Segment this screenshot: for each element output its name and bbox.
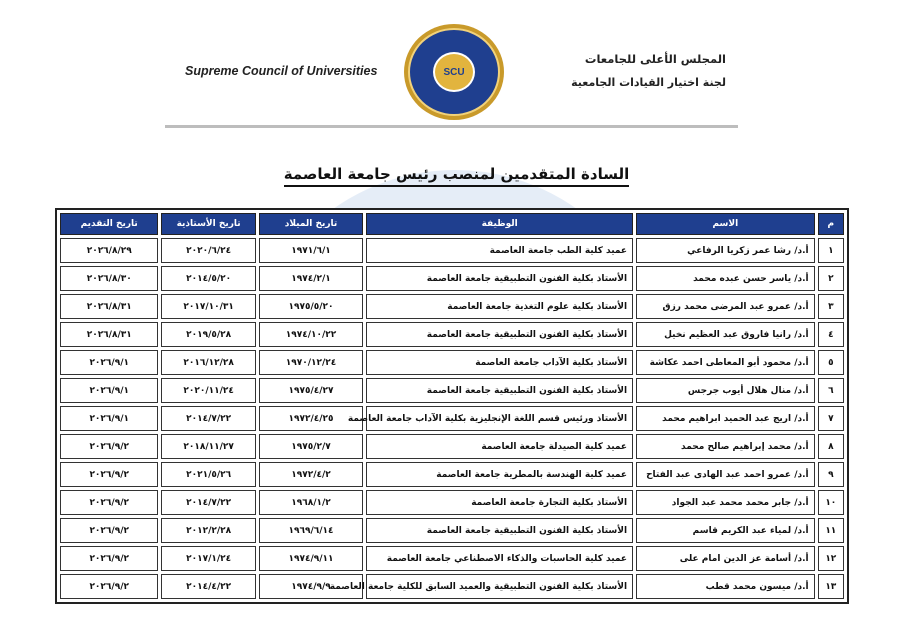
applicant-name: أ.د/ محمود أبو المعاطى احمد عكاشة <box>636 350 815 375</box>
table-row <box>60 574 844 599</box>
professorship-date: ٢٠١٤/٧/٢٢ <box>161 406 255 431</box>
applicant-name: أ.د/ ياسر حسن عبده محمد <box>636 266 815 291</box>
birth-date: ١٩٧٥/٤/٢٧ <box>259 378 363 403</box>
applicant-position: عميد كلية الصيدلة جامعة العاصمة <box>366 434 633 459</box>
table-row <box>60 546 844 571</box>
application-date: ٢٠٢٦/٨/٣٠ <box>60 266 158 291</box>
council-name-arabic-line1: المجلس الأعلى للجامعات <box>584 52 726 66</box>
professorship-date: ٢٠٢١/٥/٢٦ <box>161 462 255 487</box>
applicant-name: أ.د/ محمد إبراهيم صالح محمد <box>636 434 815 459</box>
table-row <box>60 266 844 291</box>
applicant-position: الأستاذ بكلية الفنون التطبيقية جامعة العاصمة <box>366 266 633 291</box>
table-row <box>60 294 844 319</box>
birth-date: ١٩٧٢/٤/٢ <box>259 462 363 487</box>
applicant-position: الأستاذ ورئيس قسم اللغة الإنجليزية بكلية الآداب جامعة العاصمة <box>366 406 633 431</box>
professorship-date: ٢٠١٦/١٢/٢٨ <box>161 350 255 375</box>
application-date: ٢٠٢٦/٨/٣١ <box>60 322 158 347</box>
professorship-date: ٢٠١٤/٧/٢٢ <box>161 490 255 515</box>
row-number: ٤ <box>818 322 844 347</box>
column-header-number: م <box>818 213 844 235</box>
application-date: ٢٠٢٦/٩/١ <box>60 378 158 403</box>
applicant-position: الأستاذ بكلية الفنون التطبيقية جامعة العاصمة <box>366 378 633 403</box>
application-date: ٢٠٢٦/٩/١ <box>60 350 158 375</box>
committee-name-arabic: لجنة اختيار القيادات الجامعية <box>571 76 726 89</box>
table-row <box>60 378 844 403</box>
applicant-name: أ.د/ عمرو احمد عبد الهادى عبد الفتاح <box>636 462 815 487</box>
column-header-name: الاسم <box>636 213 815 235</box>
professorship-date: ٢٠١٤/٥/٢٠ <box>161 266 255 291</box>
applicant-position: الأستاذ بكلية التجارة جامعة العاصمة <box>366 490 633 515</box>
application-date: ٢٠٢٦/٩/٢ <box>60 434 158 459</box>
row-number: ٢ <box>818 266 844 291</box>
application-date: ٢٠٢٦/٩/٢ <box>60 518 158 543</box>
table-row <box>60 350 844 375</box>
table-row <box>60 462 844 487</box>
application-date: ٢٠٢٦/٩/٢ <box>60 546 158 571</box>
council-name-arabic <box>571 52 726 89</box>
row-number: ١٣ <box>818 574 844 599</box>
applicant-position: عميد كلية الطب جامعة العاصمة <box>366 238 633 263</box>
row-number: ١١ <box>818 518 844 543</box>
applicant-position: الأستاذ بكلية الفنون التطبيقية جامعة العاصمة <box>366 518 633 543</box>
row-number: ٧ <box>818 406 844 431</box>
applicant-name: أ.د/ رانيا فاروق عبد العظيم نخيل <box>636 322 815 347</box>
birth-date: ١٩٧٢/٤/٢٥ <box>259 406 363 431</box>
applicant-name: أ.د/ لمياء عبد الكريم قاسم <box>636 518 815 543</box>
row-number: ٨ <box>818 434 844 459</box>
applicants-table <box>55 208 849 604</box>
applicant-name: أ.د/ منال هلال أيوب جرجس <box>636 378 815 403</box>
row-number: ١ <box>818 238 844 263</box>
applicant-name: أ.د/ أسامة عز الدين امام على <box>636 546 815 571</box>
application-date: ٢٠٢٦/٩/٢ <box>60 462 158 487</box>
council-name-english: Supreme Council of Universities <box>185 64 378 78</box>
row-number: ٣ <box>818 294 844 319</box>
birth-date: ١٩٧٥/٥/٢٠ <box>259 294 363 319</box>
table-row <box>60 518 844 543</box>
birth-date: ١٩٧٤/٢/١ <box>259 266 363 291</box>
professorship-date: ٢٠١٢/٢/٢٨ <box>161 518 255 543</box>
applicant-position: عميد كلية الهندسة بالمطرية جامعة العاصمة <box>366 462 633 487</box>
birth-date: ١٩٧٤/٩/١١ <box>259 546 363 571</box>
applicant-position: الأستاذ بكلية الفنون التطبيقية والعميد السابق للكلية جامعة العاصمة <box>366 574 633 599</box>
applicant-name: أ.د/ اريج عبد الحميد ابراهيم محمد <box>636 406 815 431</box>
birth-date: ١٩٧٠/١٢/٢٤ <box>259 350 363 375</box>
birth-date: ١٩٧٤/١٠/٢٢ <box>259 322 363 347</box>
column-header-birth-date: تاريخ الميلاد <box>259 213 363 235</box>
applicant-name: أ.د/ عمرو عبد المرضى محمد رزق <box>636 294 815 319</box>
table-row <box>60 322 844 347</box>
professorship-date: ٢٠٢٠/١١/٢٤ <box>161 378 255 403</box>
table-row <box>60 238 844 263</box>
application-date: ٢٠٢٦/٨/٢٩ <box>60 238 158 263</box>
row-number: ٩ <box>818 462 844 487</box>
applicant-name: أ.د/ جابر محمد محمد عبد الجواد <box>636 490 815 515</box>
table-row <box>60 490 844 515</box>
birth-date: ١٩٧١/٦/١ <box>259 238 363 263</box>
table-row <box>60 434 844 459</box>
birth-date: ١٩٦٩/٦/١٤ <box>259 518 363 543</box>
row-number: ٥ <box>818 350 844 375</box>
applicant-position: الأستاذ بكلية علوم التغذية جامعة العاصمة <box>366 294 633 319</box>
birth-date: ١٩٦٨/١/٢ <box>259 490 363 515</box>
application-date: ٢٠٢٦/٨/٣١ <box>60 294 158 319</box>
column-header-job: الوظيفة <box>366 213 633 235</box>
row-number: ١٠ <box>818 490 844 515</box>
applicant-position: عميد كلية الحاسبات والذكاء الاصطناعي جامعة العاصمة <box>366 546 633 571</box>
application-date: ٢٠٢٦/٩/٢ <box>60 490 158 515</box>
scu-logo-text: SCU <box>433 52 475 92</box>
row-number: ١٢ <box>818 546 844 571</box>
scu-logo <box>404 24 504 120</box>
applicant-name: أ.د/ رشا عمر زكريا الرفاعي <box>636 238 815 263</box>
application-date: ٢٠٢٦/٩/١ <box>60 406 158 431</box>
application-date: ٢٠٢٦/٩/٢ <box>60 574 158 599</box>
table-row <box>60 406 844 431</box>
professorship-date: ٢٠٢٠/٦/٢٤ <box>161 238 255 263</box>
table-header-row <box>60 213 844 235</box>
row-number: ٦ <box>818 378 844 403</box>
column-header-application-date: تاريخ التقديم <box>60 213 158 235</box>
professorship-date: ٢٠١٩/٥/٢٨ <box>161 322 255 347</box>
professorship-date: ٢٠١٨/١١/٢٧ <box>161 434 255 459</box>
birth-date: ١٩٧٥/٢/٧ <box>259 434 363 459</box>
professorship-date: ٢٠١٤/٤/٢٢ <box>161 574 255 599</box>
birth-date: ١٩٧٤/٩/٩ <box>259 574 363 599</box>
header-divider <box>165 125 738 128</box>
applicant-position: الأستاذ بكلية الفنون التطبيقية جامعة العاصمة <box>366 322 633 347</box>
professorship-date: ٢٠١٧/١٠/٣١ <box>161 294 255 319</box>
column-header-professorship-date: تاريخ الأستاذية <box>161 213 255 235</box>
applicant-name: أ.د/ ميسون محمد قطب <box>636 574 815 599</box>
professorship-date: ٢٠١٧/١/٢٤ <box>161 546 255 571</box>
page-title: السادة المتقدمين لمنصب رئيس جامعة العاصمة <box>0 164 913 183</box>
applicant-position: الأستاذ بكلية الآداب جامعة العاصمة <box>366 350 633 375</box>
